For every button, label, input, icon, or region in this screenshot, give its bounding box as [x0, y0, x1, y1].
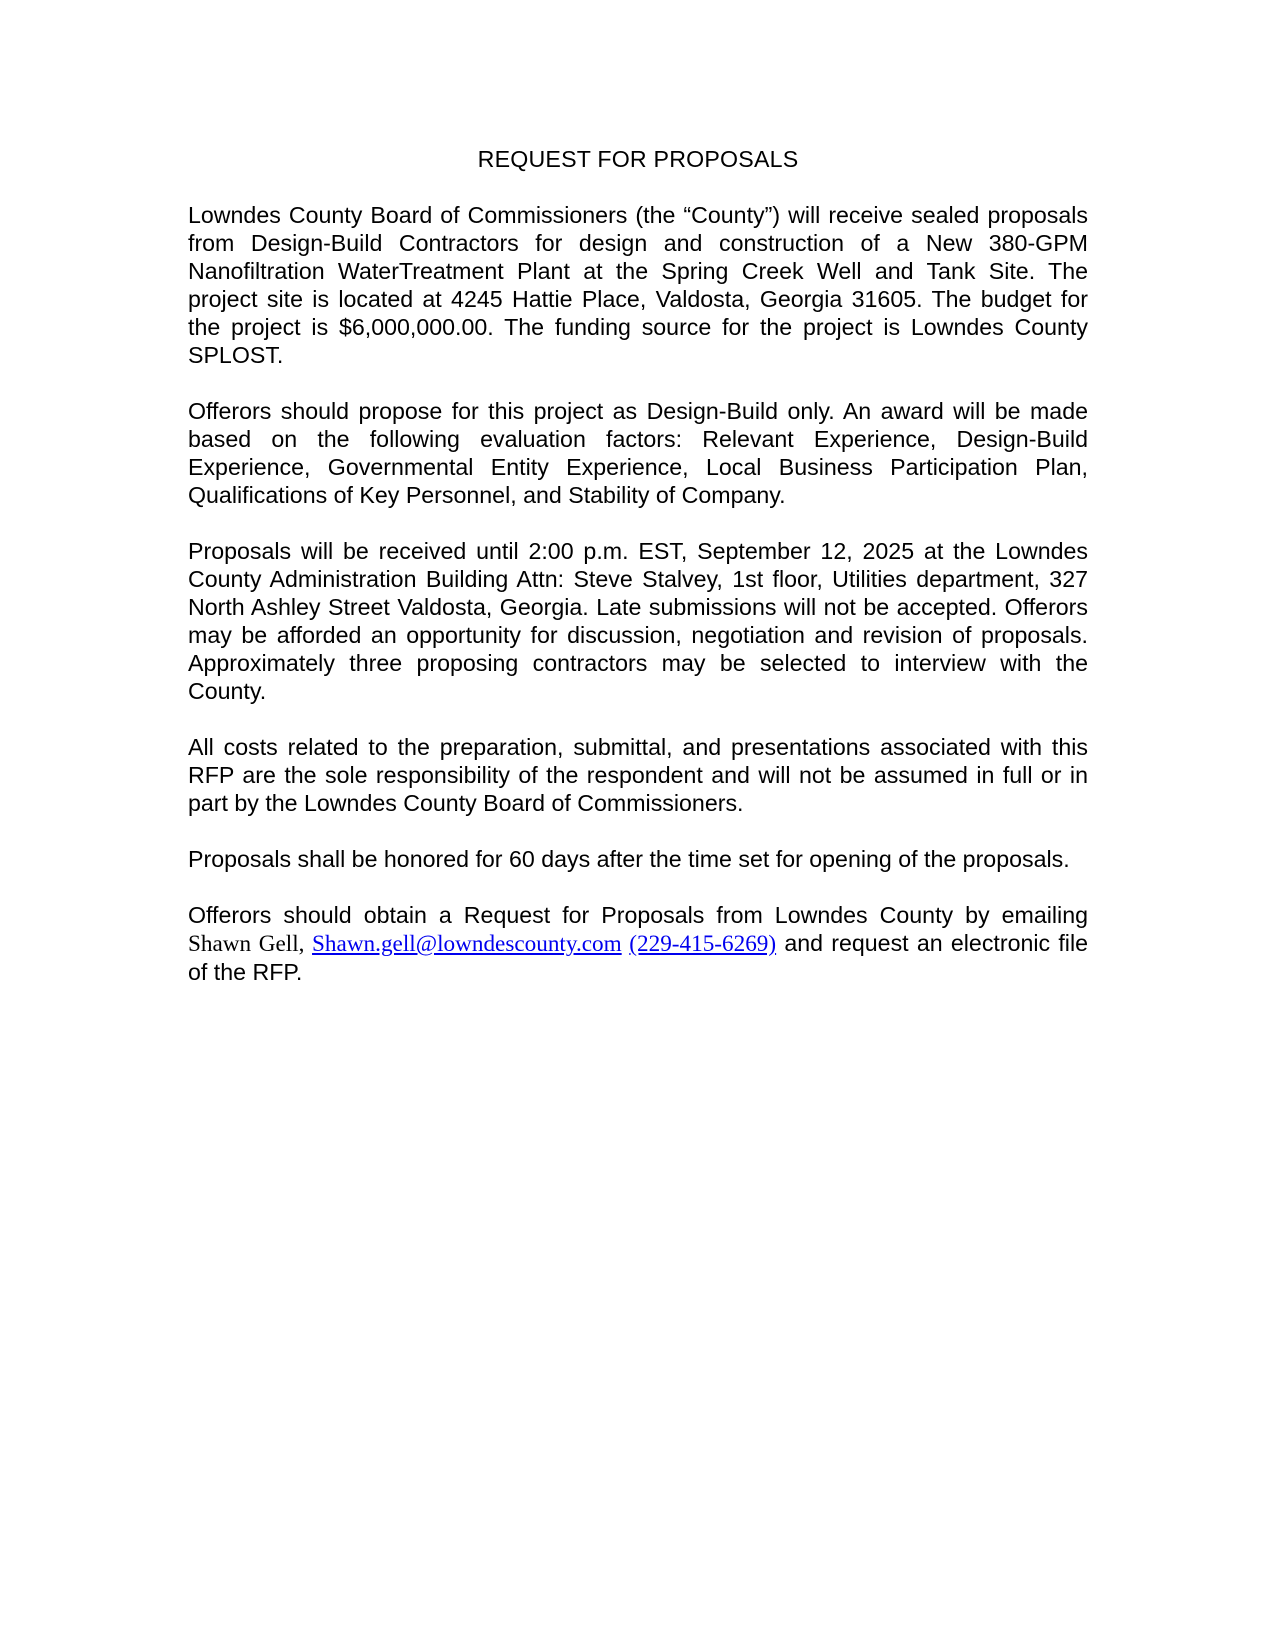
paragraph-cost-responsibility: All costs related to the preparation, submittal, and presentations associated with this RFP are the sole responsibility of the respondent and will not be assumed in full or in part by the Lowndes County Board of Commissioners.	[188, 734, 1088, 816]
contact-email-link[interactable]: Shawn.gell@lowndescounty.com	[312, 931, 622, 957]
contact-lead-text: Offerors should obtain a Request for Proposals from Lowndes County by emailing	[188, 902, 1088, 928]
paragraph-proposal-validity: Proposals shall be honored for 60 days after the time set for opening of the proposals.	[188, 846, 1070, 872]
contact-name-text: Shawn Gell,	[188, 931, 313, 957]
contact-tail-text: and request an electronic file of the RFP.	[188, 930, 1088, 985]
paragraph-evaluation-factors: Offerors should propose for this project as Design-Build only. An award will be made based on the following evaluation factors: Relevant Experience, Design-Build Experience, Governmental Entity Experience, Local Business Participation Plan, Qualifications of Key Personnel, and Stability of Company.	[188, 398, 1088, 508]
paragraph-project-overview: Lowndes County Board of Commissioners (the “County”) will receive sealed proposals from Design-Build Contractors for design and construction of a New 380-GPM Nanofiltration WaterTreatment Plant at the Spring Creek Well and Tank Site. The project site is located at 4245 Hattie Place, Valdosta, Georgia 31605. The budget for the project is $6,000,000.00. The funding source for the project is Lowndes County SPLOST.	[188, 202, 1088, 368]
paragraph-contact-info	[188, 901, 1088, 986]
contact-phone-link[interactable]: (229-415-6269)	[629, 931, 777, 957]
paragraph-submission-deadline: Proposals will be received until 2:00 p.m. EST, September 12, 2025 at the Lowndes County Administration Building Attn: Steve Stalvey, 1st floor, Utilities department, 327 North Ashley Street Valdosta, Georgia. Late submissions will not be accepted. Offerors may be afforded an opportunity for discussion, negotiation and revision of proposals. Approximately three proposing contractors may be selected to interview with the County.	[188, 538, 1088, 704]
document-content	[188, 145, 1088, 986]
page-title: REQUEST FOR PROPOSALS	[477, 146, 799, 172]
